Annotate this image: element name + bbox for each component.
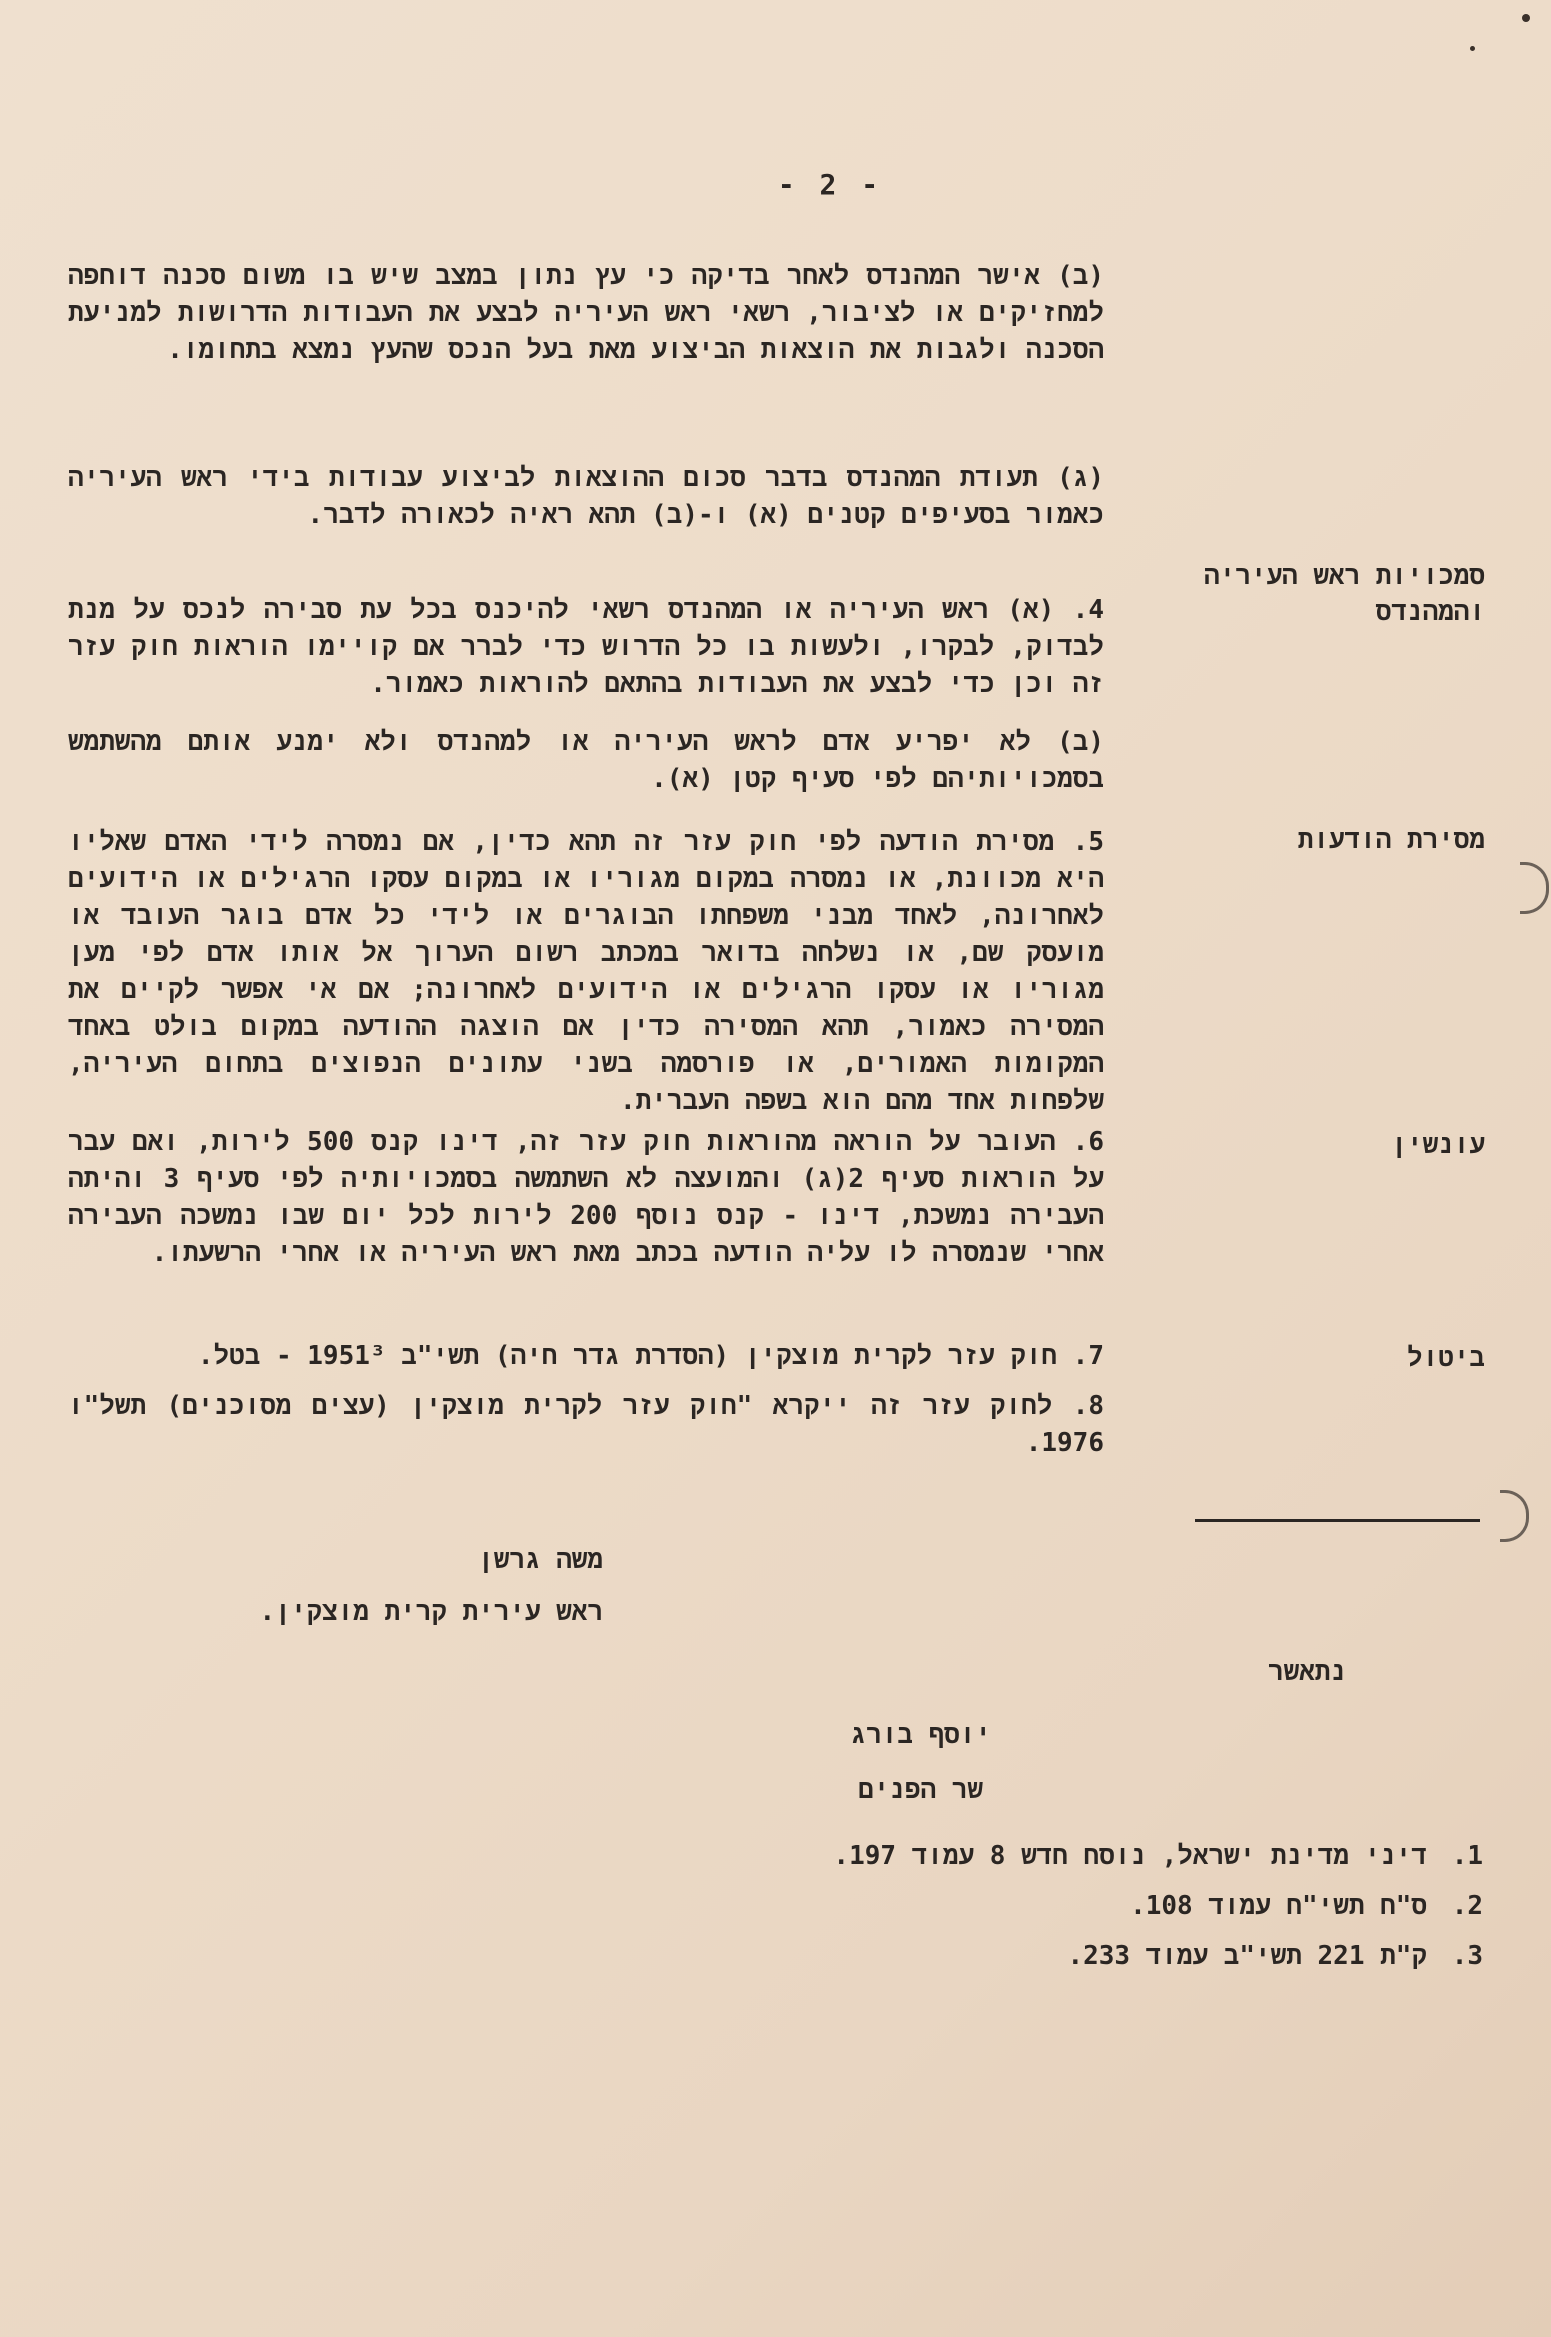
approver-title: שר הפנים <box>858 1775 983 1805</box>
margin-heading-repeal: ביטול <box>1406 1343 1485 1373</box>
footnote <box>583 1886 1483 1926</box>
approval-label: נתאשר <box>1267 1657 1346 1687</box>
margin-heading-authority: סמכויות ראש העיריה והמהנדס <box>1204 561 1485 627</box>
margin-heading-notices: מסירת הודעות <box>1297 825 1485 855</box>
footnote-text: ס"ח תשי"ח עמוד 108. <box>1130 1891 1427 1921</box>
margin-heading-penalties: עונשין <box>1391 1130 1485 1160</box>
footnote-text: דיני מדינת ישראל, נוסח חדש 8 עמוד 197. <box>833 1841 1427 1871</box>
approver-name: יוסף בורג <box>850 1720 991 1750</box>
footnote-text: ק"ת 221 תשי"ב עמוד 233. <box>1067 1941 1427 1971</box>
section-4c-engineer-certificate: (ג) תעודת המהנדס בדבר סכום ההוצאות לביצוע עבודות בידי ראש העיריה כאמור בסעיפים קטנים (א) ו-(ב) תהא ראיה לכאורה לדבר. <box>68 463 1104 530</box>
section-4b-no-interference: (ב) לא יפריע אדם לראש העיריה או למהנדס ולא ימנע אותם מהשתמש בסמכויותיהם לפי סעיף קטן (א). <box>68 727 1104 794</box>
section-4b-danger-work: (ב) אישר המהנדס לאחר בדיקה כי עץ נתון במצב שיש בו משום סכנה דוחפה למחזיקים או לציבור, רשאי ראש העיריה לבצע את העבודות הדרושות למניעת הסכנה ולגבות את הוצאות הביצוע מאת בעל הנכס שהעץ נמצא בתחומו. <box>68 261 1104 365</box>
section-5-notice-delivery: 5. מסירת הודעה לפי חוק עזר זה תהא כדין, אם נמסרה לידי האדם שאליו היא מכוונת, או נמסרה במקום מגוריו או במקום עסקו הרגילים או הידועים לאחרונה, לאחד מבני משפחתו הבוגרים או לידי כל אדם בוגר העובד או מועסק שם, או נשלחה בדואר במכתב רשום הערוך אל אותו אדם לפי מען מגוריו או עסקו הרגילים או הידועים לאחרונה; אם אי אפשר לקיים את המסירה כאמור, תהא המסירה כדין אם הוצגה ההודעה במקום בולט באחד המקומות האמורים, או פורסמה בשני עתונים הנפוצים בתחום העיריה, שלפחות אחד מהם הוא בשפה העברית. <box>68 827 1104 1116</box>
section-6-penalties: 6. העובר על הוראה מהוראות חוק עזר זה, דינו קנס 500 לירות, ואם עבר על הוראות סעיף 2(ג) והמועצה לא השתמשה בסמכויותיה לפי סעיף 3 והיתה העבירה נמשכת, דינו - קנס נוסף 200 לירות לכל יום שבו נמשכה העבירה אחרי שנמסרה לו עליה הודעה בכתב מאת ראש העיריה או אחרי הרשעתו. <box>68 1127 1105 1268</box>
footnote-number: 3. <box>1451 1941 1483 1971</box>
footnote-number: 1. <box>1451 1841 1483 1871</box>
binder-hole-mark <box>1520 862 1549 914</box>
section-4-entry-powers: 4. (א) ראש העיריה או המהנדס רשאי להיכנס בכל עת סבירה לנכס על מנת לבדוק, לבקרו, ולעשות בו כל הדרוש כדי לברר אם קויימו הוראות חוק עזר זה וכן כדי לבצע את העבודות בהתאם להוראות כאמור. <box>68 595 1104 699</box>
footnote <box>583 1936 1483 1976</box>
separator-line <box>1195 1519 1480 1522</box>
page-number: - 2 - <box>777 168 883 201</box>
section-8-citation: 8. לחוק עזר זה ייקרא "חוק עזר לקרית מוצקין (עצים מסוכנים) תשל"ו 1976. <box>68 1391 1104 1458</box>
paper-speck <box>1470 46 1475 51</box>
footnote <box>583 1836 1483 1876</box>
binder-hole-mark <box>1500 1490 1529 1542</box>
section-7-repeal: 7. חוק עזר לקרית מוצקין (הסדרת גדר חיה) תשי"ב 1951³ - בטל. <box>197 1341 1104 1371</box>
signer-name: משה גרשן <box>478 1545 603 1575</box>
signer-title: ראש עירית קרית מוצקין. <box>259 1597 603 1627</box>
footnote-number: 2. <box>1451 1891 1483 1921</box>
paper-speck <box>1522 14 1530 22</box>
